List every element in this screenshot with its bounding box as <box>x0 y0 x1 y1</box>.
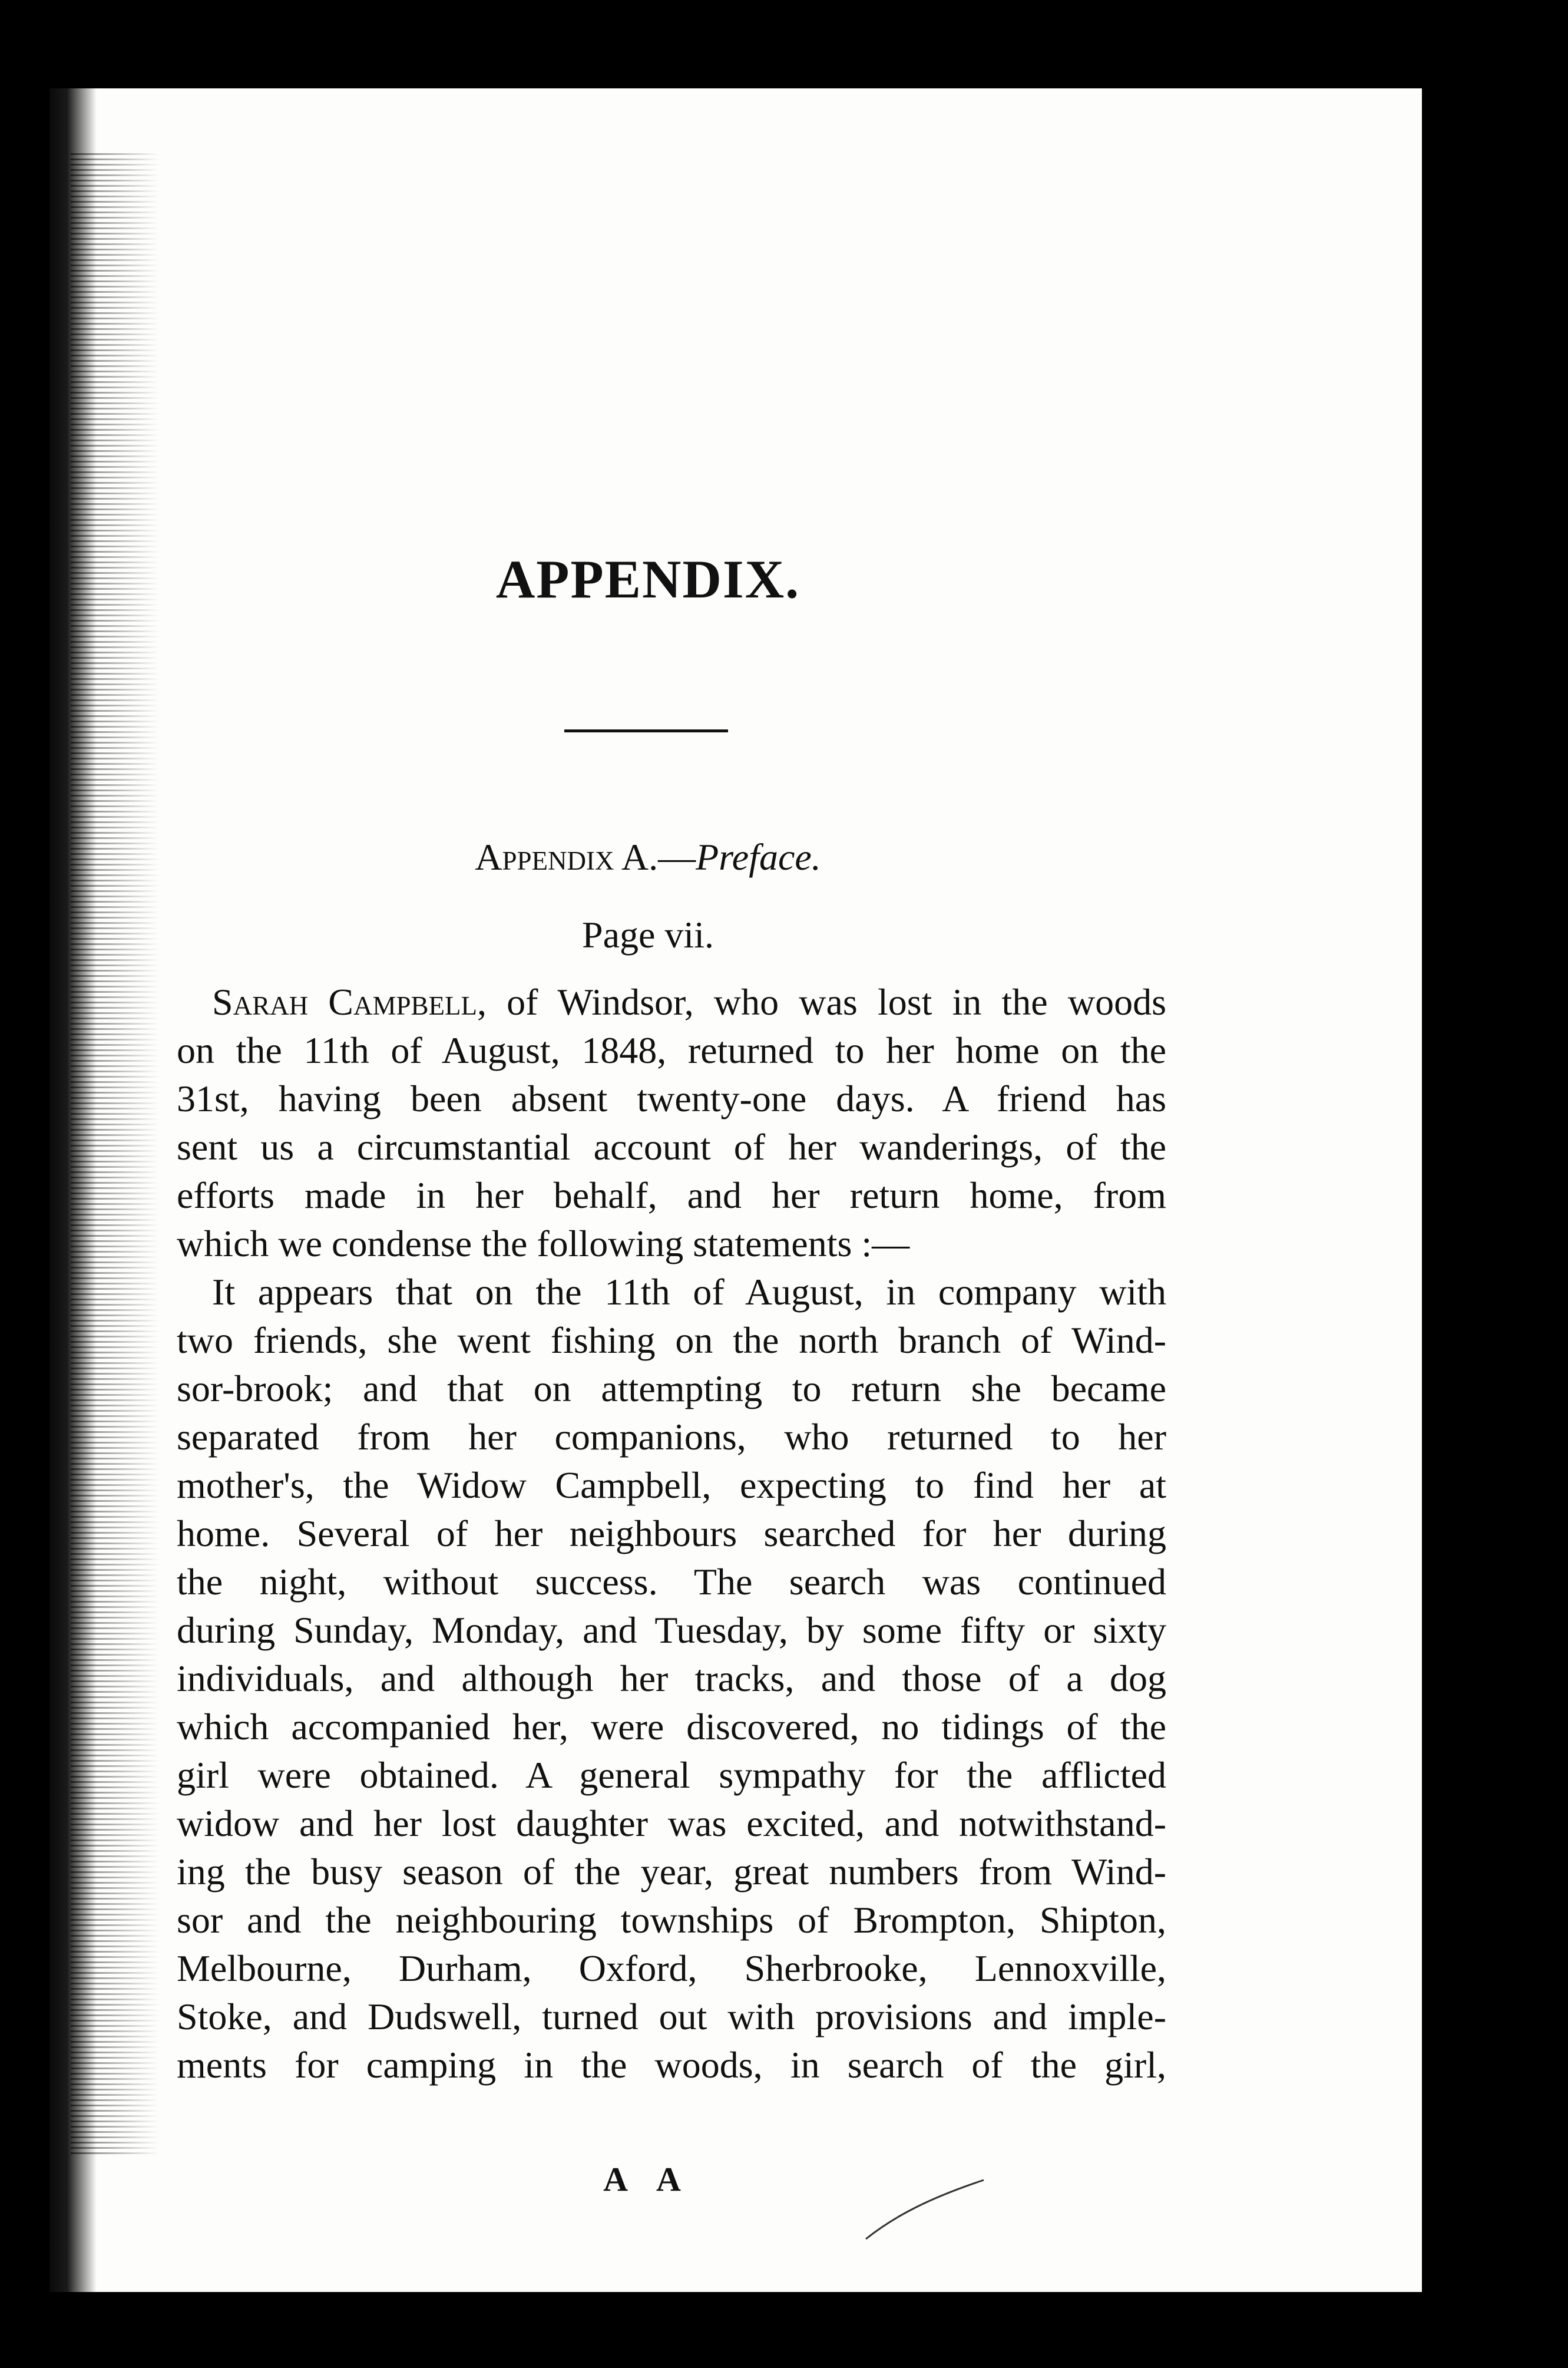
text-line: It appears that on the 11th of August, in company with <box>212 1271 1166 1313</box>
text-line: home. Several of her neighbours searched for her during <box>177 1512 1166 1554</box>
heading-divider-rule <box>564 729 728 732</box>
text-line: sent us a circumstantial account of her wanderings, of the <box>177 1126 1166 1168</box>
section-separator: — <box>658 836 696 878</box>
text-line: widow and her lost daughter was excited, and notwithstand- <box>177 1802 1166 1844</box>
pencil-stroke-path <box>866 2180 984 2239</box>
pencil-stroke-mark <box>860 2174 990 2245</box>
text-line <box>177 978 1166 1026</box>
text-line: ing the busy season of the year, great numbers from Wind- <box>177 1851 1166 1893</box>
text-line-rest: , of Windsor, who was lost in the woods <box>477 981 1166 1023</box>
appendix-heading: APPENDIX. <box>495 549 800 609</box>
text-line: separated from her companions, who returned to her <box>177 1416 1166 1458</box>
lead-name: Sarah Campbell <box>212 981 477 1023</box>
text-line: during Sunday, Monday, and Tuesday, by some fifty or sixty <box>177 1609 1166 1651</box>
text-line: efforts made in her behalf, and her return home, from <box>177 1174 1166 1216</box>
signature-mark: A A <box>603 2160 693 2198</box>
text-line: on the 11th of August, 1848, returned to her home on the <box>177 1029 1166 1071</box>
body-text <box>177 978 1166 2089</box>
text-line: mother's, the Widow Campbell, expecting to find her at <box>177 1464 1166 1506</box>
text-line: two friends, she went fishing on the north branch of Wind- <box>177 1319 1166 1361</box>
section-label: Appendix A. <box>475 836 659 878</box>
section-title <box>295 835 1001 879</box>
text-line: the night, without success. The search was continued <box>177 1561 1166 1603</box>
text-line: girl were obtained. A general sympathy for the afflicted <box>177 1754 1166 1796</box>
text-line: sor and the neighbouring townships of Brompton, Shipton, <box>177 1899 1166 1941</box>
page-reference: Page vii. <box>582 914 714 956</box>
section-subtitle: Preface. <box>696 836 821 878</box>
text-line: sor-brook; and that on attempting to return she became <box>177 1368 1166 1409</box>
text-line: Stoke, and Dudswell, turned out with provisions and imple- <box>177 1996 1166 2037</box>
text-line: ments for camping in the woods, in search of the girl, <box>177 2044 1166 2086</box>
spine-binding-texture <box>71 153 159 2156</box>
text-line: Melbourne, Durham, Oxford, Sherbrooke, Lennoxville, <box>177 1947 1166 1989</box>
text-line: individuals, and although her tracks, and those of a dog <box>177 1657 1166 1699</box>
text-line: which accompanied her, were discovered, no tidings of the <box>177 1706 1166 1748</box>
text-line: which we condense the following statements :— <box>177 1223 910 1264</box>
text-line: 31st, having been absent twenty-one days. A friend has <box>177 1078 1166 1119</box>
